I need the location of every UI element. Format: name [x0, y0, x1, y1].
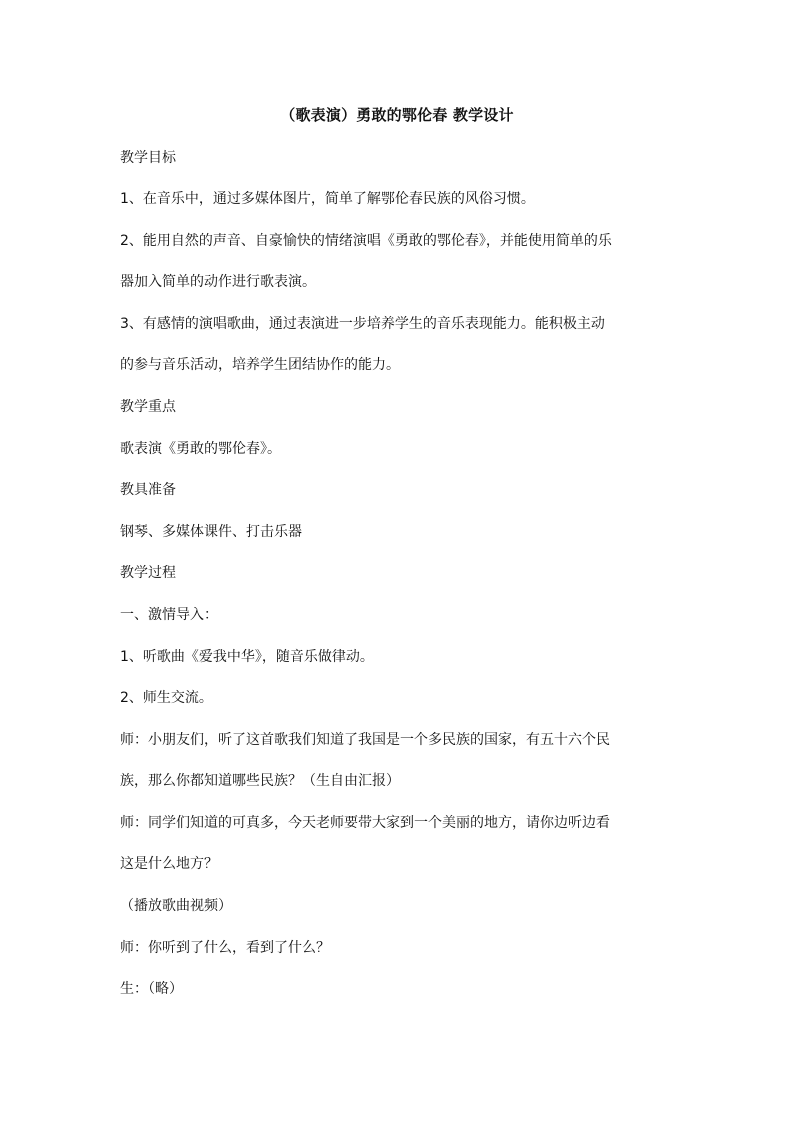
heading-teaching-process: 教学过程	[120, 565, 176, 581]
video-note: （播放歌曲视频）	[120, 898, 232, 914]
document-title: （歌表演）勇敢的鄂伦春 教学设计	[280, 106, 514, 124]
heading-teaching-aids: 教具准备	[120, 482, 176, 498]
objective-2-line-2: 器加入简单的动作进行歌表演。	[120, 274, 316, 290]
heading-teaching-objectives: 教学目标	[120, 150, 176, 166]
objective-1: 1、在音乐中，通过多媒体图片，简单了解鄂伦春民族的风俗习惯。	[120, 191, 535, 207]
teaching-focus-text: 歌表演《勇敢的鄂伦春》。	[120, 441, 281, 457]
teaching-aids-text: 钢琴、多媒体课件、打击乐器	[120, 524, 302, 540]
teacher-line-2a: 师：同学们知道的可真多，今天老师要带大家到一个美丽的地方，请你边听边看	[120, 815, 610, 831]
process-step-1: 1、听歌曲《爱我中华》，随音乐做律动。	[120, 649, 374, 665]
objective-3-line-2: 的参与音乐活动，培养学生团结协作的能力。	[120, 357, 400, 373]
teacher-line-3: 师：你听到了什么，看到了什么？	[120, 940, 330, 956]
objective-3-line-1: 3、有感情的演唱歌曲，通过表演进一步培养学生的音乐表现能力。能积极主动	[120, 316, 605, 332]
process-section-1: 一、激情导入：	[120, 607, 218, 623]
objective-2-line-1: 2、能用自然的声音、自豪愉快的情绪演唱《勇敢的鄂伦春》，并能使用简单的乐	[120, 233, 612, 249]
teacher-line-1a: 师：小朋友们，听了这首歌我们知道了我国是一个多民族的国家，有五十六个民	[120, 732, 610, 748]
process-step-2: 2、师生交流。	[120, 690, 213, 706]
teacher-line-2b: 这是什么地方？	[120, 856, 218, 872]
teacher-line-1b: 族，那么你都知道哪些民族？（生自由汇报）	[120, 773, 400, 789]
heading-teaching-focus: 教学重点	[120, 399, 176, 415]
student-line-1: 生：（略）	[120, 981, 183, 997]
